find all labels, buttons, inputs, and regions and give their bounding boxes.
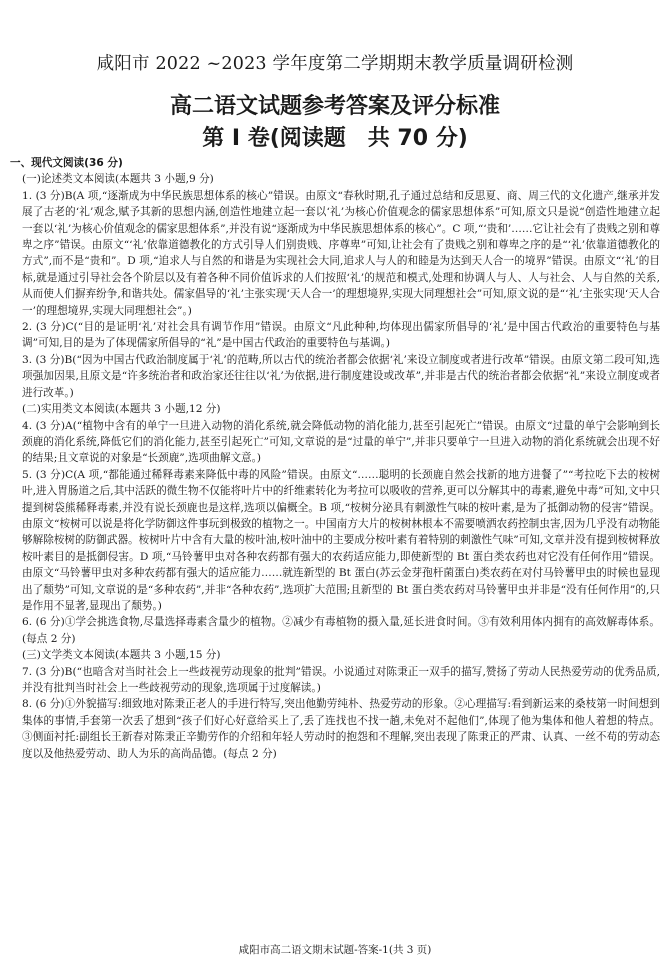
answer-item-3: 3. (3 分)B(“因为中国古代政治制度属于‘礼’的范畴,所以古代的统治者都会依据‘礼’来设立制度或者进行改革”错误。由原文第二段可知,选项强加因果,且原文是“许多统治者和政治家还往往以‘礼’为依据,进行制度建设或改革”,并非是古代的统治者都会依据“礼”来设立制度或者进行改革。) bbox=[22, 353, 660, 399]
document-title: 高二语文试题参考答案及评分标准 bbox=[169, 94, 500, 119]
answer-item-4: 4. (3 分)A(“植物中含有的单宁一旦进入动物的消化系统,就会降低动物的消化能力,甚至引起死亡”错误。由原文“过量的单宁会影响到长颈鹿的消化系统,降低它们的消化能力,甚至引起死亡”可知,文章说的是“过量的单宁”,并非只要单宁一旦进入动物的消化系统就会出现不好的结果;且文章说的对象是“长颈鹿”,选项曲解文意。) bbox=[22, 419, 660, 465]
subsection-heading: (三)文学类文本阅读(本题共 3 小题,15 分) bbox=[22, 649, 221, 662]
answer-item-8: 8. (6 分)①外貌描写:细致地对陈秉正老人的手进行特写,突出他勤劳纯朴、热爱劳动的形象。②心理描写:看到新运来的桑枝第一时间想到集体的事情,手套第一次丢了想到“孩子们好心好意给买上了,丢了连找也不找一趟,未免对不起他们”,体现了他为集体和他人着想的特点。③侧面衬托:副组长王新春对陈秉正辛勤劳作的介绍和年轻人劳动时的抱怨和不理解,突出表现了陈秉正的严肃、认真、一丝不苟的劳动态度以及他热爱劳动、助人为乐的高尚品德。(每点 2 分) bbox=[22, 698, 660, 760]
answer-item-1: 1. (3 分)B(A 项,“逐渐成为中华民族思想体系的核心”错误。由原文“春秋时期,孔子通过总结和反思夏、商、周三代的文化遗产,继承并发展了古老的‘礼’观念,赋予其新的思想内涵,创造性地建立起一套以‘礼’为核心价值观念的儒家思想体系”可知,原文只是说“创造性地建立起一套以‘礼’为核心价值观念的儒家思想体系”,并没有说“逐渐成为中华民族思想体系的核心”。C 项,“‘贵和’……它让社会有了贵贱之别和尊卑之序”错误。由原文“‘礼’依靠道德教化的方式引导人们别贵贱、序尊卑”可知,让社会有了贵贱之别和尊卑之序的是“‘礼’依靠道德教化的方式”,而不是“贵和”。D 项,“追求人与自然的和谐是为实现社会大同,追求人与人的和睦是为达到天人合一的境界”错误。由原文“‘礼’的目标,就是通过引导社会各个阶层以及有着各种不同价值诉求的人们按照‘礼’的规范和模式,处理和协调人与人、人与社会、人与自然的关系,从而使人们摒弃纷争,和谐共处。儒家倡导的‘礼’主张实现‘天人合一’的理想境界,实现大同理想社会”可知,原文说的是“‘礼’主张实现‘天人合一’的理想境界,实现大同理想社会”。) bbox=[22, 189, 660, 317]
subsection-heading: (一)论述类文本阅读(本题共 3 小题,9 分) bbox=[22, 173, 214, 186]
answer-item-5: 5. (3 分)C(A 项,“都能通过稀释毒素来降低中毒的风险”错误。由原文“……聪明的长颈鹿自然会找新的地方进餐了”“考拉吃下去的桉树叶,进入胃肠道之后,其中活跃的微生物不仅能将叶片中的纤维素转化为考拉可以吸收的营养,更可以分解其中的毒素,避免中毒”可知,文中只提到树袋熊稀释毒素,并没有说长颈鹿也是这样,选项以偏概全。B 项,“桉树分泌具有刺激性气味的桉叶素,是为了抵御动物的侵害”错误。由原文“桉树可以说是将化学防御这件事玩到极致的植物之一。中国南方大片的桉树林根本不需要喷洒农药控制虫害,因为几乎没有动物能够解除桉树的防御武器。桉树叶片中含有大量的桉叶油,桉叶油中的主要成分桉叶素有着特别的刺激性气味”可知,文章并没有提到桉树释放桉叶素目的是抵御侵害。D 项,“马铃薯甲虫对各种农药都有强大的农药适应能力,即使新型的 Bt 蛋白类农药也对它没有任何作用”错误。由原文“马铃薯甲虫对多种农药都有强大的适应能力……就连新型的 Bt 蛋白(苏云金芽孢杆菌蛋白)类农药在对付马铃薯甲虫的时候也显现出了颓势”可知,文章说的是“多种农药”,并非“各种农药”,选项扩大范围;且新型的 Bt 蛋白类农药对马铃薯甲虫并非是“没有任何作用”的,只是作用不显著,显现出了颓势。) bbox=[22, 468, 660, 612]
section-heading: 一、现代文阅读(36 分) bbox=[10, 157, 123, 169]
page-footer: 咸阳市高二语文期末试题-答案-1(共 3 页) bbox=[238, 944, 432, 956]
exam-title: 咸阳市 2022 ~2023 学年度第二学期期末教学质量调研检测 bbox=[96, 54, 574, 74]
answer-body bbox=[10, 155, 660, 762]
answer-item-2: 2. (3 分)C(“目的是证明‘礼’对社会具有调节作用”错误。由原文“凡此种种,均体现出儒家所倡导的‘礼’是中国古代政治的重要特色与基调”可知,目的是为了体现儒家所倡导的“礼”是中国古代政治的重要特色与基调。) bbox=[22, 321, 660, 350]
subsection-heading: (二)实用类文本阅读(本题共 3 小题,12 分) bbox=[22, 403, 221, 416]
part-title: 第 Ⅰ 卷(阅读题 共 70 分) bbox=[202, 126, 468, 151]
answer-item-6: 6. (6 分)①学会挑选食物,尽量选择毒素含量少的植物。②减少有毒植物的摄入量,延长进食时间。③有效利用体内拥有的高效解毒体系。(每点 2 分) bbox=[22, 616, 660, 645]
answer-item-7: 7. (3 分)B(“也暗含对当时社会上一些歧视劳动现象的批判”错误。小说通过对陈秉正一双手的描写,赞扬了劳动人民热爱劳动的优秀品质,并没有批判当时社会上一些歧视劳动的现象,选项属于过度解读。) bbox=[22, 665, 660, 694]
